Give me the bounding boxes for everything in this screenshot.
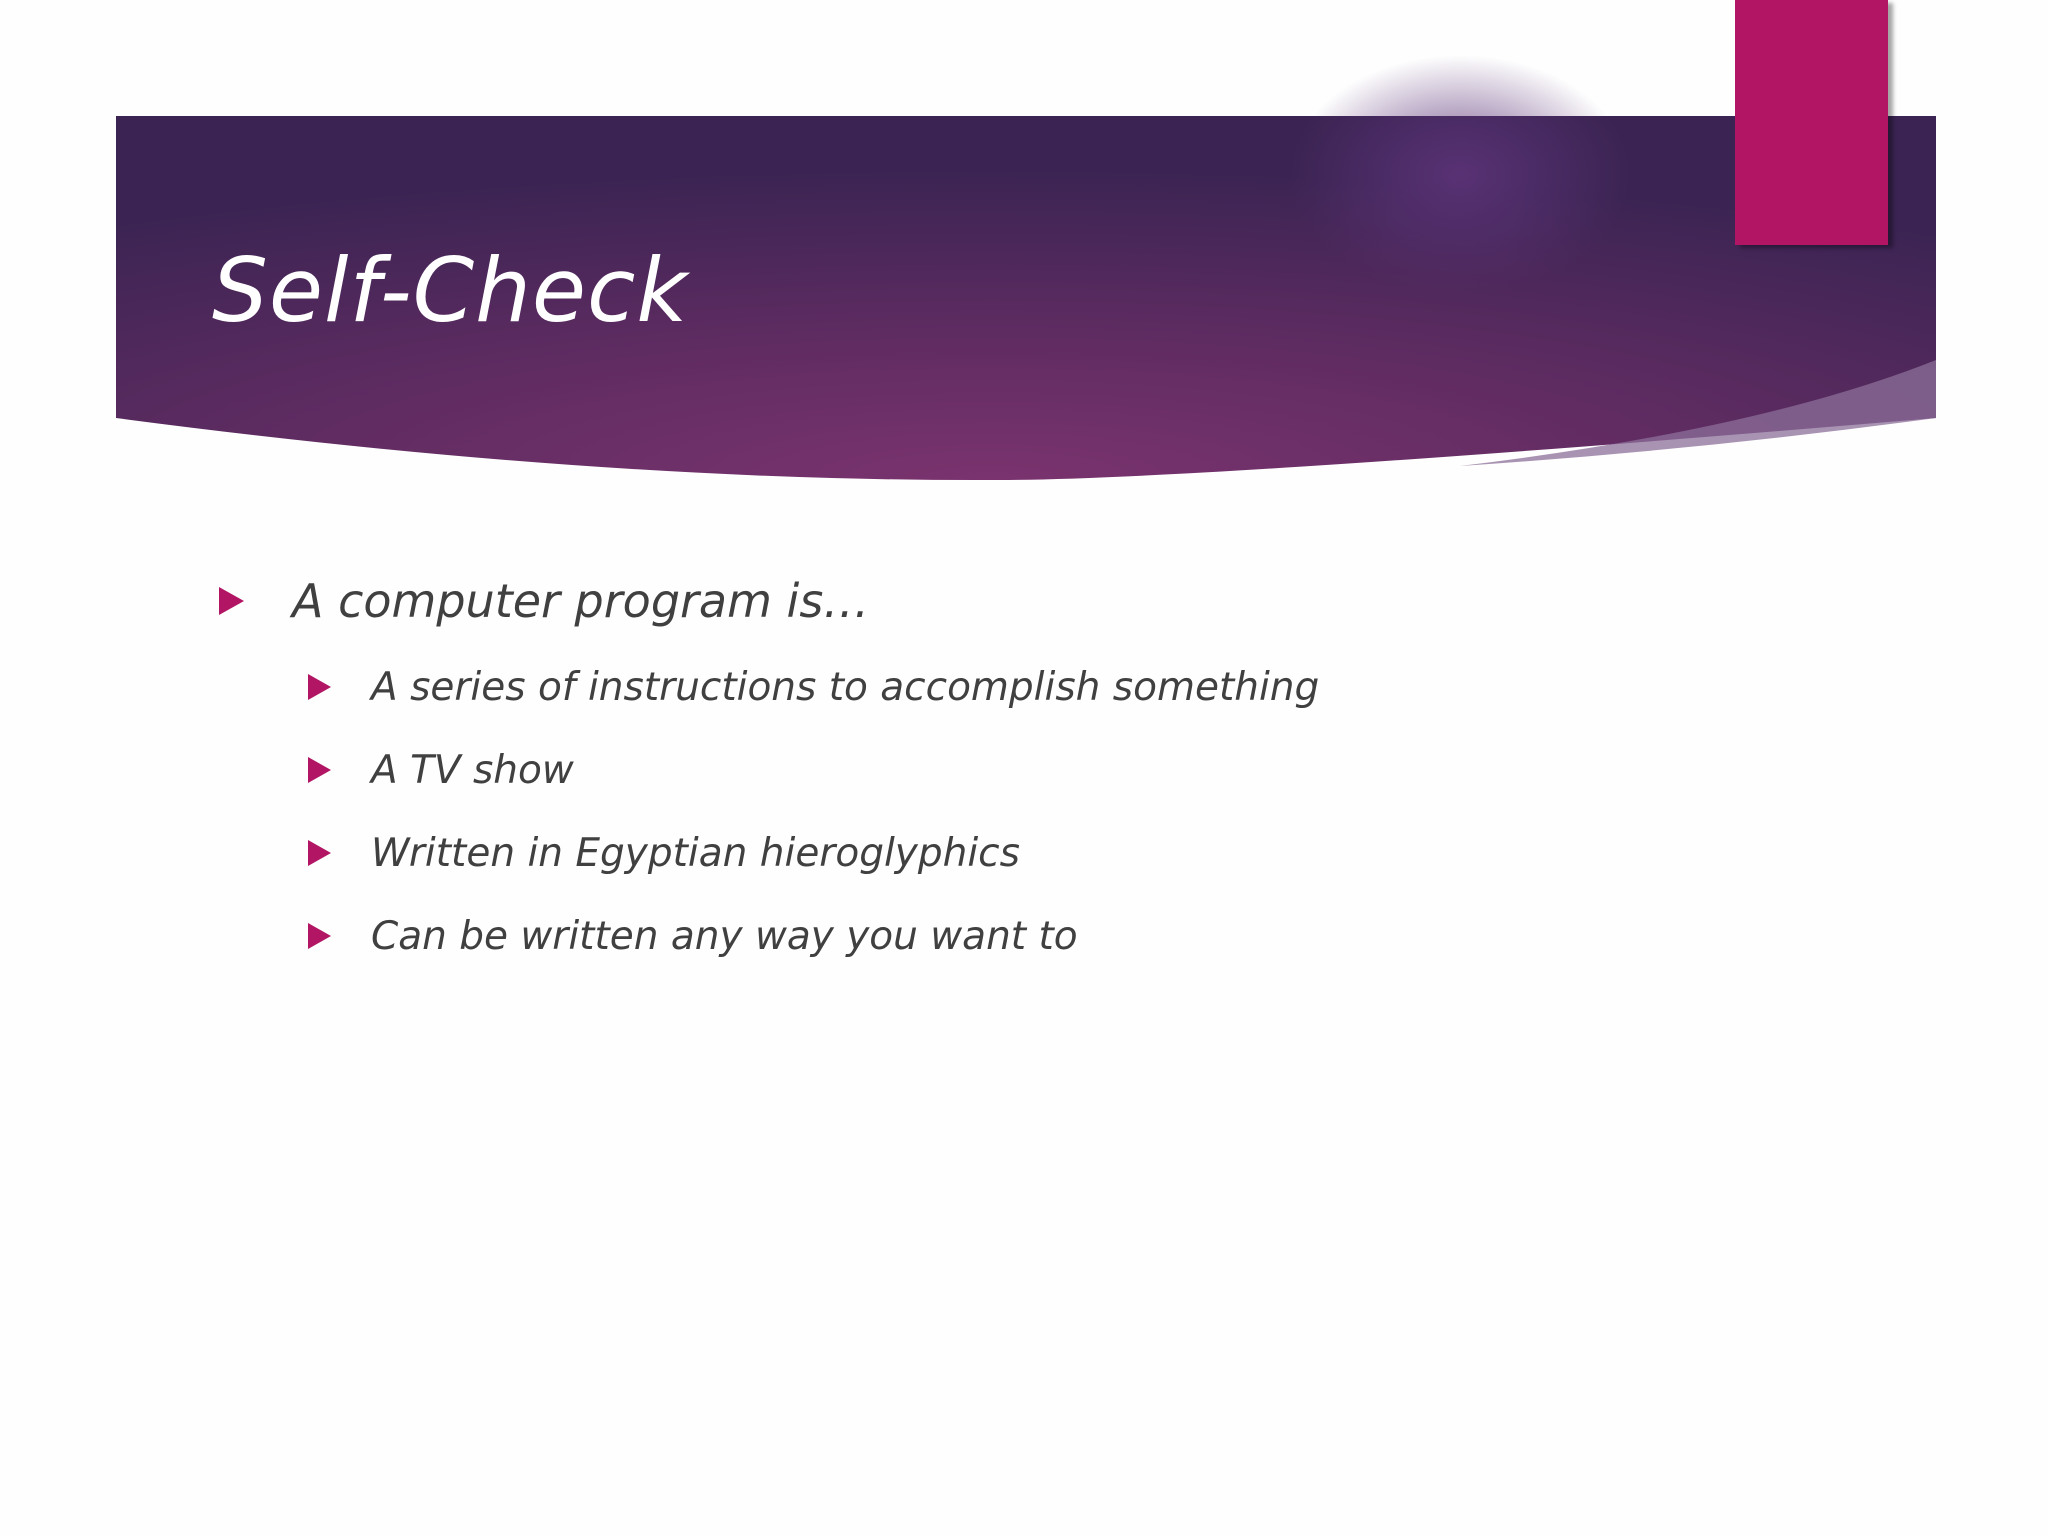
- triangle-bullet-icon: [219, 587, 244, 615]
- sub-bullet-item: [308, 659, 1319, 715]
- triangle-bullet-icon: [308, 674, 331, 700]
- sub-bullet-text: Written in Egyptian hieroglyphics: [371, 830, 1020, 876]
- triangle-bullet-icon: [308, 840, 331, 866]
- sub-bullet-item: [308, 742, 574, 798]
- sub-bullet-text: A TV show: [371, 747, 574, 793]
- bullet-item: [219, 568, 869, 634]
- bullet-text: A computer program is…: [292, 574, 870, 628]
- sub-bullet-item: [308, 908, 1078, 964]
- triangle-bullet-icon: [308, 923, 331, 949]
- slide-title: Self-Check: [212, 239, 689, 342]
- triangle-bullet-icon: [308, 757, 331, 783]
- sub-bullet-item: [308, 825, 1020, 881]
- sub-bullet-text: Can be written any way you want to: [371, 913, 1078, 959]
- sub-bullet-text: A series of instructions to accomplish something: [371, 664, 1320, 710]
